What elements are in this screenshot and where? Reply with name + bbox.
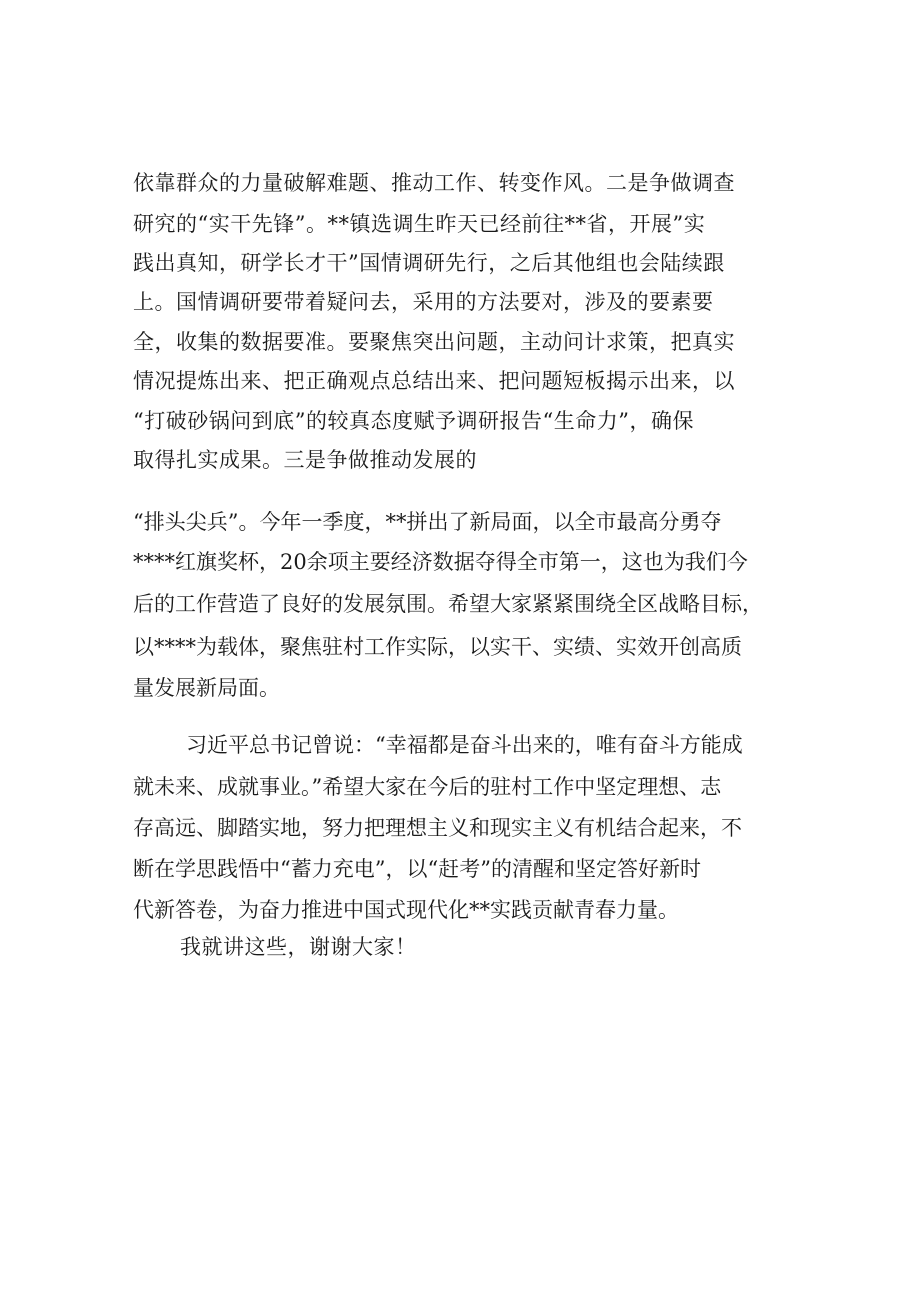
text-line: 就未来、成就事业。”希望大家在今后的驻村工作中坚定理想、志 <box>133 775 722 799</box>
text-line: 情况提炼出来、把正确观点总结出来、把问题短板揭示出来，以 <box>133 369 735 393</box>
text-line: 以****为载体，聚焦驻村工作实际，以实干、实绩、实效开创高质 <box>133 635 742 659</box>
text-line: “打破砂锅问到底”的较真态度赋予调研报告“生命力”，确保 <box>133 409 694 433</box>
text-line: 后的工作营造了良好的发展氛围。希望大家紧紧围绕全区战略目标， <box>133 592 763 616</box>
text-line: “排头尖兵”。今年一季度，**拼出了新局面，以全市最高分勇夺 <box>133 510 722 534</box>
text-line: 研究的“实干先锋”。**镇选调生昨天已经前往**省，开展”实 <box>133 212 706 236</box>
text-line: 取得扎实成果。三是争做推动发展的 <box>133 448 477 472</box>
text-line: 依靠群众的力量破解难题、推动工作、转变作风。二是争做调查 <box>133 171 735 195</box>
text-line: 上。国情调研要带着疑问去，采用的方法要对，涉及的要素要 <box>133 290 714 314</box>
text-line: 存高远、脚踏实地，努力把理想主义和现实主义有机结合起来，不 <box>133 816 742 840</box>
text-line: ****红旗奖杯，20余项主要经济数据夺得全市第一，这也为我们今 <box>133 550 748 574</box>
text-line: 践出真知，研学长才干”国情调研先行，之后其他组也会陆续跟 <box>133 251 725 275</box>
text-line: 代新答卷，为奋力推进中国式现代化**实践贡献青春力量。 <box>133 898 679 922</box>
text-line: 习近平总书记曾说：“幸福都是奋斗出来的，唯有奋斗方能成 <box>186 733 743 757</box>
text-line: 断在学思践悟中“蓄力充电”，以“赶考”的清醒和坚定答好新时 <box>133 857 701 881</box>
text-line: 量发展新局面。 <box>133 676 280 700</box>
closing-remark: 我就讲这些，谢谢大家！ <box>180 935 417 959</box>
text-line: 全，收集的数据要准。要聚焦突出问题，主动问计求策，把真实 <box>133 330 735 354</box>
